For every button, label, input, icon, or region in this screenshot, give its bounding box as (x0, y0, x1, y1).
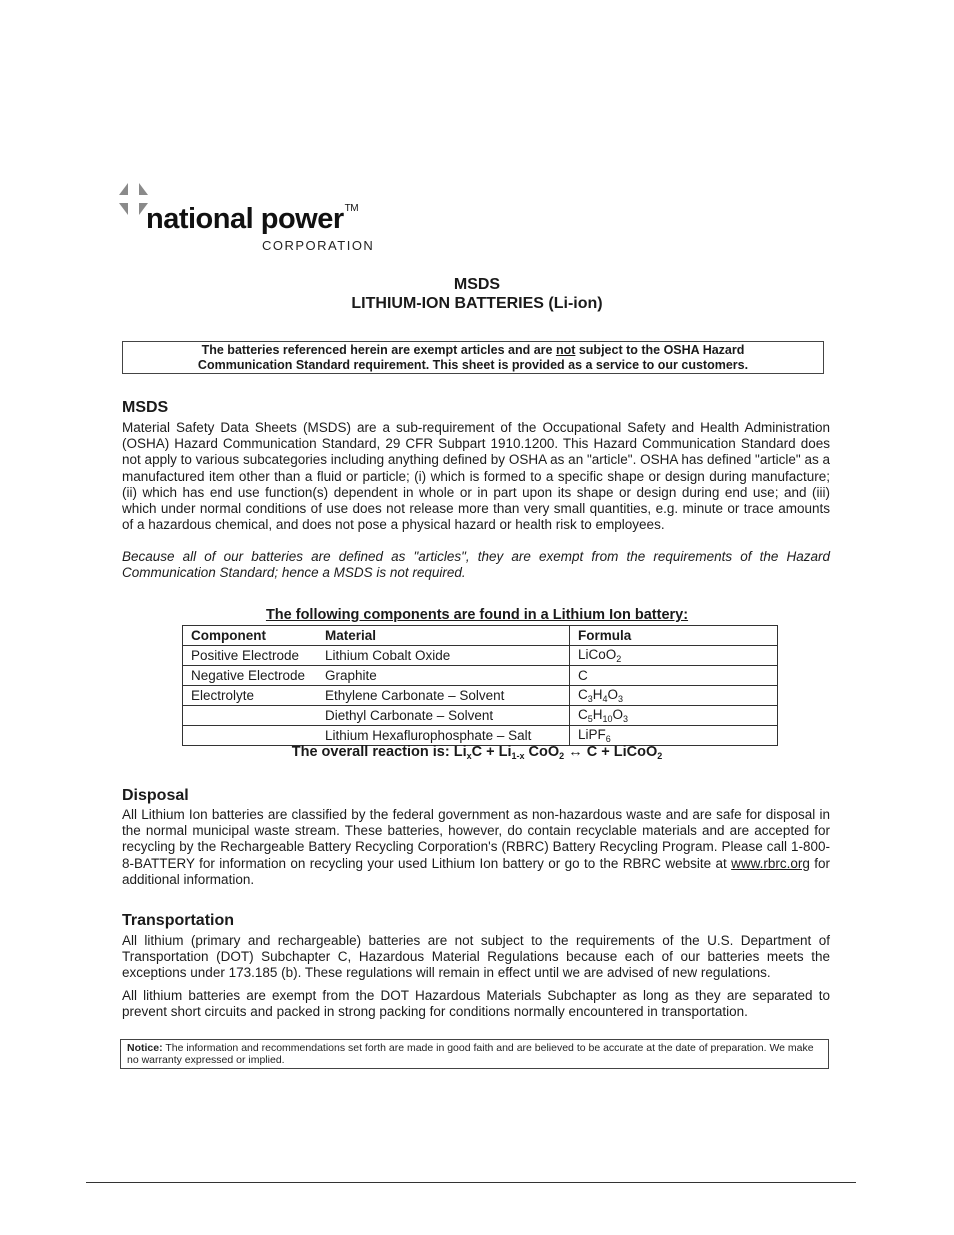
table-row (183, 666, 778, 686)
overall-reaction (0, 744, 954, 761)
msds-paragraph: Material Safety Data Sheets (MSDS) are a sub-requirement of the Occupational Safety and Health Administration (OSHA) Hazard Communication Standard, 29 CFR Subpart 1910.1200. This Hazard Communication Standard does not apply to various subcategories including anything defined by OSHA as an "article". OSHA has defined "article" as a manufactured item other than a fluid or particle; (i) which is formed to a specific shape or design during manufacture; (ii) which has end use function(s) dependent in whole or in part upon its shape or design during end use; and (iii) which under normal conditions of use does not release more than very small quantities, e.g. minute or trace amounts of a hazardous chemical, and does not pose a physical hazard or health risk to employees. (122, 420, 830, 533)
rbrc-website-link[interactable]: www.rbrc.org (731, 855, 810, 871)
company-name (146, 203, 358, 236)
formula-part: Co (588, 647, 606, 662)
reaction-part: Li (453, 744, 467, 760)
cell-formula (570, 666, 778, 686)
cell-material: Graphite (317, 666, 570, 686)
disposal-paragraph (122, 807, 830, 888)
exemption-emphasis: not (555, 343, 576, 357)
components-table (182, 625, 778, 746)
reaction-subscript: x (466, 751, 472, 761)
exemption-text-part1: The batteries referenced herein are exempt articles and are (201, 343, 556, 357)
formula-part: C (578, 707, 588, 722)
formula-part: H (592, 687, 603, 702)
disposal-heading: Disposal (122, 787, 189, 804)
notice-text: The information and recommendations set forth are made in good faith and are believed to be accurate at the date of preparation. We make no warranty expressed or implied. (127, 1042, 814, 1066)
header-material: Material (317, 626, 570, 646)
cell-formula (570, 726, 778, 746)
formula-subscript: 3 (618, 694, 624, 704)
cell-component (183, 726, 318, 746)
components-table-caption (0, 607, 954, 623)
transportation-heading: Transportation (122, 912, 235, 929)
company-name-text: national power (146, 203, 344, 235)
formula-part: H (592, 707, 603, 722)
msds-heading: MSDS (122, 399, 169, 416)
table-row (183, 686, 778, 706)
exemption-text-part2: subject to the OSHA Hazard (575, 343, 745, 357)
document-subtitle: LITHIUM-ION BATTERIES (Li-ion) (351, 295, 603, 312)
reaction-part: C + Li (471, 744, 512, 760)
cell-material: Diethyl Carbonate – Solvent (317, 706, 570, 726)
cell-component: Negative Electrode (183, 666, 318, 686)
formula-subscript: 6 (605, 734, 611, 744)
reaction-subscript: 2 (559, 751, 565, 761)
document-title: MSDS (453, 276, 501, 293)
trademark-symbol: TM (344, 203, 359, 214)
company-corporation: CORPORATION (262, 238, 375, 253)
formula-part: O (605, 647, 617, 662)
cell-component: Positive Electrode (183, 646, 318, 666)
table-row (183, 646, 778, 666)
footer-divider (86, 1182, 856, 1183)
table-row (183, 706, 778, 726)
disposal-text: All Lithium Ion batteries are classified by the federal government as non-hazardous waste and are safe for disposal in the normal municipal waste stream. These batteries, however, do contain recyclable materials and are accepted for recycling by the Rechargeable Battery Recycling Corporation's (RBRC) Battery Recycling Program. Please call 1-800-8-BATTERY for information on recycling your used Lithium Ion battery or go to the RBRC website at (122, 807, 830, 871)
reaction-part: CoO (524, 744, 560, 760)
cell-material: Ethylene Carbonate – Solvent (317, 686, 570, 706)
formula-part: Li (578, 647, 589, 662)
exemption-notice-text (123, 343, 823, 373)
formula-subscript: 10 (602, 714, 613, 724)
cell-material: Lithium Cobalt Oxide (317, 646, 570, 666)
exemption-notice-box (122, 341, 824, 374)
reaction-subscript: 1-x (511, 751, 525, 761)
formula-part: C (578, 687, 588, 702)
transportation-paragraph-2: All lithium batteries are exempt from the DOT Hazardous Materials Subchapter as long as they are separated to prevent short circuits and packed in strong packing for conditions normally encountered in transportation. (122, 988, 830, 1020)
formula-subscript: 4 (602, 694, 608, 704)
disposal-text-end: for additional information. (122, 855, 830, 887)
components-caption-text: The following components are found in a Lithium Ion battery: (265, 607, 689, 623)
header-formula: Formula (570, 626, 778, 646)
cell-formula (570, 686, 778, 706)
cell-component (183, 706, 318, 726)
reaction-part: ↔ C + LiCoO (564, 744, 658, 760)
table-header-row (183, 626, 778, 646)
formula-part: O (612, 707, 624, 722)
reaction-subscript: 2 (657, 751, 663, 761)
reaction-label: The overall reaction is: (291, 744, 454, 760)
formula-subscript: 5 (587, 714, 593, 724)
formula-part: LiPF (578, 727, 606, 742)
cell-formula (570, 646, 778, 666)
table-row (183, 726, 778, 746)
cell-material: Lithium Hexaflurophosphate – Salt (317, 726, 570, 746)
msds-exemption-paragraph: Because all of our batteries are defined as "articles", they are exempt from the requirements of the Hazard Communication Standard; hence a MSDS is not required. (122, 549, 830, 581)
cell-formula (570, 706, 778, 726)
notice-box (120, 1039, 829, 1069)
cell-component: Electrolyte (183, 686, 318, 706)
formula-part: C (578, 668, 588, 683)
notice-label: Notice: (127, 1042, 163, 1054)
transportation-paragraph-1: All lithium (primary and rechargeable) batteries are not subject to the requirements of the U.S. Department of Transportation (DOT) Subchapter C, Hazardous Material Regulations because each of our batteries meets the exceptions under 173.185 (b). These regulations will remain in effect until we are advised of new regulations. (122, 933, 830, 981)
formula-subscript: 3 (587, 694, 593, 704)
formula-part: O (607, 687, 619, 702)
exemption-text-line2: Communication Standard requirement. This sheet is provided as a service to our customers. (197, 358, 749, 372)
header-component: Component (183, 626, 318, 646)
formula-subscript: 3 (623, 714, 629, 724)
formula-subscript: 2 (616, 654, 622, 664)
